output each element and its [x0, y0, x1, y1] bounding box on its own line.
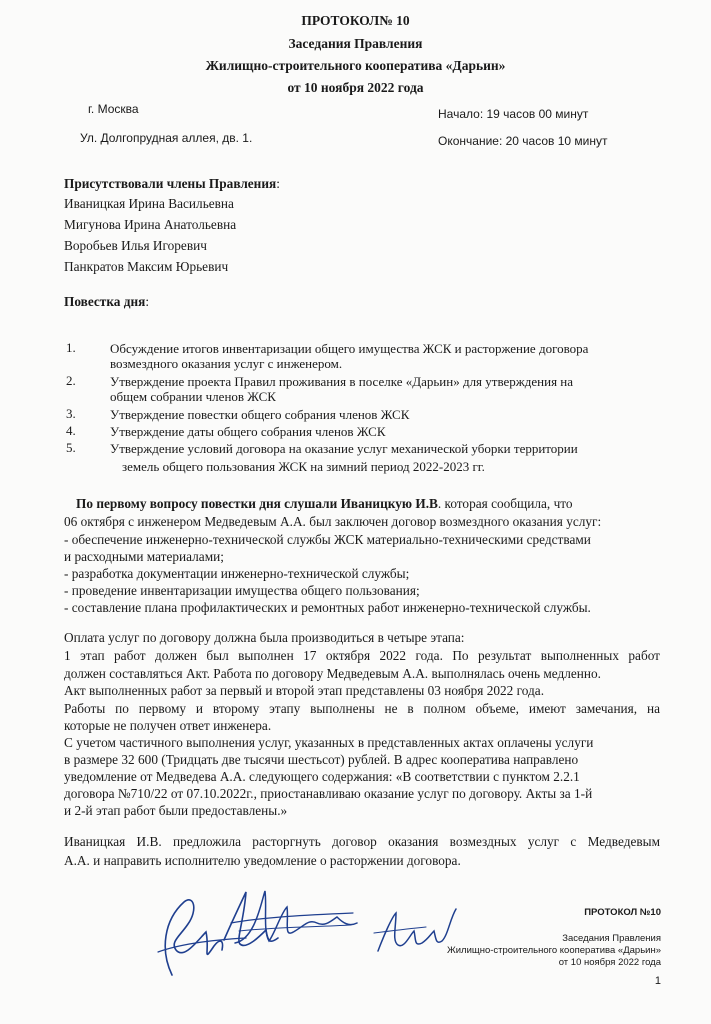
footer-line-3: от 10 ноября 2022 года	[558, 957, 661, 968]
meeting-address: Ул. Долгопрудная аллея, дв. 1.	[80, 131, 253, 145]
payment-line: которые не получен ответ инженера.	[64, 718, 272, 733]
attendees-heading	[64, 176, 280, 192]
agenda-item-text: Утверждение повестки общего собрания членов ЖСК	[110, 407, 410, 422]
page-number: 1	[654, 975, 661, 987]
first-question-line: и расходными материалами;	[64, 549, 224, 564]
first-question-lead-bold: По первому вопросу повестки дня слушали Иваницкую И.В	[76, 496, 438, 511]
agenda-item-text: Утверждение условий договора на оказание услуг механической уборки территории	[110, 441, 578, 456]
protocol-title: ПРОТОКОЛ№ 10	[301, 13, 410, 28]
agenda-item-number: 1.	[66, 340, 76, 355]
first-question-lead	[76, 496, 573, 512]
header-line-2: Жилищно-строительного кооператива «Дарьин»	[205, 58, 506, 73]
first-question-line: - разработка документации инженерно-технической службы;	[64, 566, 410, 581]
agenda-item-text: Утверждение даты общего собрания членов ЖСК	[110, 424, 386, 439]
meeting-start: Начало: 19 часов 00 минут	[438, 107, 589, 121]
agenda-item-number: 5.	[66, 440, 76, 455]
footer-line-1: Заседания Правления	[562, 933, 661, 944]
agenda-item-text: Утверждение проекта Правил проживания в поселке «Дарьин» для утверждения на	[110, 374, 574, 389]
attendees-heading-colon: :	[276, 176, 280, 191]
payment-line: уведомление от Медведева А.А. следующего содержания: «В соответствии с пунктом 2.2.1	[64, 769, 580, 784]
attendee-name: Воробьев Илья Игоревич	[64, 238, 207, 253]
attendee-name: Иваницкая Ирина Васильевна	[64, 196, 234, 211]
attendees-heading-text: Присутствовали члены Правления	[64, 176, 277, 191]
signature-2	[225, 883, 365, 963]
footer-title: ПРОТОКОЛ №10	[584, 907, 661, 918]
agenda-item-text: возмездного оказания услуг с инженером.	[110, 356, 343, 371]
payment-line: и 2-й этап работ были предоставлены.»	[64, 803, 288, 818]
payment-line: в размере 32 600 (Тридцать две тысячи шестьсот) рублей. В адрес кооператива направлено	[64, 752, 579, 767]
first-question-line: 06 октября с инженером Медведевым А.А. был заключен договор возмездного оказания услуг:	[64, 514, 602, 529]
proposal-line: Иваницкая И.В. предложила расторгнуть договор оказания возмездных услуг с Медведевым	[64, 834, 660, 849]
payment-line: договора №710/22 от 07.10.2022г., приостанавливаю оказание услуг по договору. Акты за 1-й	[64, 786, 593, 801]
agenda-heading	[64, 294, 149, 310]
agenda-item-number: 2.	[66, 373, 76, 388]
payment-line: должен составляться Акт. Работа по договору Медведевым А.А. выполнялась очень медленно.	[64, 666, 601, 681]
agenda-item-text: общем собрании членов ЖСК	[110, 389, 276, 404]
header-date: от 10 ноября 2022 года	[287, 80, 424, 95]
agenda-item-number: 3.	[66, 406, 76, 421]
first-question-line: - проведение инвентаризации имущества общего пользования;	[64, 583, 420, 598]
payment-line: 1 этап работ должен был выполнен 17 октября 2022 года. По результат выполненных работ	[64, 648, 660, 663]
first-question-lead-rest: . которая сообщила, что	[437, 496, 573, 511]
attendee-name: Мигунова Ирина Анатольевна	[64, 217, 237, 232]
payment-line: С учетом частичного выполнения услуг, указанных в представленных актах оплачены услуги	[64, 735, 594, 750]
payment-line: Оплата услуг по договору должна была производиться в четыре этапа:	[64, 630, 465, 645]
agenda-item-text: земель общего пользования ЖСК на зимний период 2022-2023 гг.	[122, 459, 485, 474]
footer-line-2: Жилищно-строительного кооператива «Дарьин»	[446, 945, 661, 956]
agenda-item-number: 4.	[66, 423, 76, 438]
signature-3	[370, 905, 460, 965]
attendee-name: Панкратов Максим Юрьевич	[64, 259, 229, 274]
meeting-end: Окончание: 20 часов 10 минут	[438, 134, 608, 148]
agenda-heading-colon: :	[145, 294, 150, 309]
meeting-city: г. Москва	[88, 102, 139, 116]
agenda-item-text: Обсуждение итогов инвентаризации общего имущества ЖСК и расторжение договора	[110, 341, 589, 356]
header-line-1: Заседания Правления	[288, 36, 423, 51]
payment-line: Работы по первому и второму этапу выполнены не в полном объеме, имеют замечания, на	[64, 701, 660, 716]
agenda-heading-text: Повестка дня	[64, 294, 146, 309]
first-question-line: - составление плана профилактических и ремонтных работ инженерно-технической службы.	[64, 600, 591, 615]
proposal-line: А.А. и направить исполнителю уведомление о расторжении договора.	[64, 853, 461, 868]
payment-line: Акт выполненных работ за первый и второй этап представлены 03 ноября 2022 года.	[64, 683, 545, 698]
first-question-line: - обеспечение инженерно-технической службы ЖСК материально-техническими средствами	[64, 532, 591, 547]
